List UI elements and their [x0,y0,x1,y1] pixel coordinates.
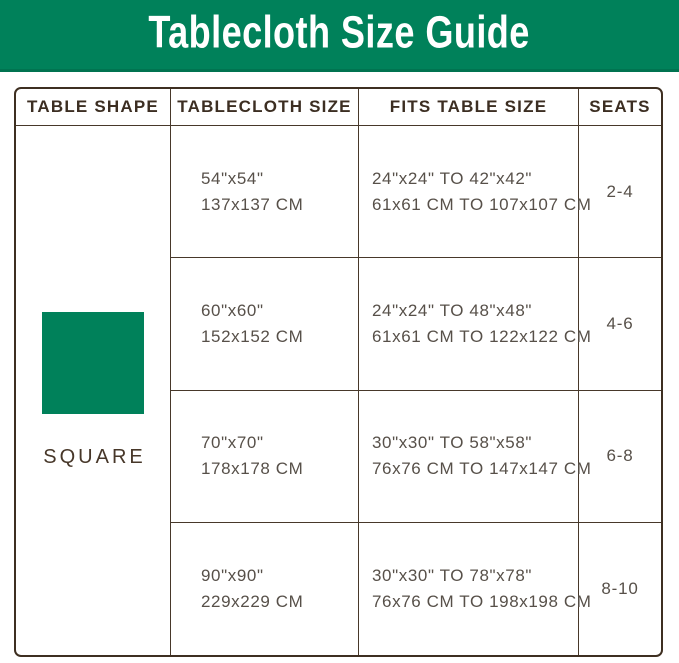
title-banner [0,0,679,72]
size-cm: 178x178 CM [201,459,304,479]
size-cm: 229x229 CM [201,591,304,611]
header-cell-fits-table-size: FITS TABLE SIZE [359,89,579,126]
cell-fits-table-size [359,391,592,523]
fits-inches: 24"x24" TO 42"x42" [372,168,533,188]
size-inches: 70"x70" [201,433,264,453]
header-cell-seats: SEATS [579,89,661,126]
size-cm: 137x137 CM [201,194,304,214]
size-guide-table [14,87,663,657]
page-title: Tablecloth Size Guide [148,7,531,58]
cell-seats: 4-6 [579,258,661,390]
header-cell-table-shape: TABLE SHAPE [16,89,171,126]
fits-cm: 76x76 CM TO 198x198 CM [372,591,592,611]
header-cell-tablecloth-size: TABLECLOTH SIZE [171,89,359,126]
cell-seats: 6-8 [579,391,661,523]
size-inches: 60"x60" [201,300,264,320]
fits-inches: 30"x30" TO 78"x78" [372,565,533,585]
cell-fits-table-size [359,523,592,655]
fits-inches: 24"x24" TO 48"x48" [372,300,533,320]
size-inches: 90"x90" [201,565,264,585]
cell-seats: 8-10 [601,578,639,598]
shape-label: SQUARE [43,446,146,468]
size-inches: 54"x54" [201,168,264,188]
fits-cm: 61x61 CM TO 122x122 CM [372,326,592,346]
size-cm: 152x152 CM [201,326,304,346]
fits-cm: 76x76 CM TO 147x147 CM [372,459,592,479]
fits-cm: 61x61 CM TO 107x107 CM [372,194,592,214]
cell-tablecloth-size [171,523,359,655]
cell-fits-table-size [359,126,592,258]
table-shape-cell [16,126,171,655]
cell-tablecloth-size [171,126,359,258]
cell-fits-table-size [359,258,592,390]
square-swatch [42,312,144,414]
fits-inches: 30"x30" TO 58"x58" [372,433,533,453]
cell-seats: 2-4 [579,126,661,258]
cell-tablecloth-size [171,391,359,523]
cell-tablecloth-size [171,258,359,390]
